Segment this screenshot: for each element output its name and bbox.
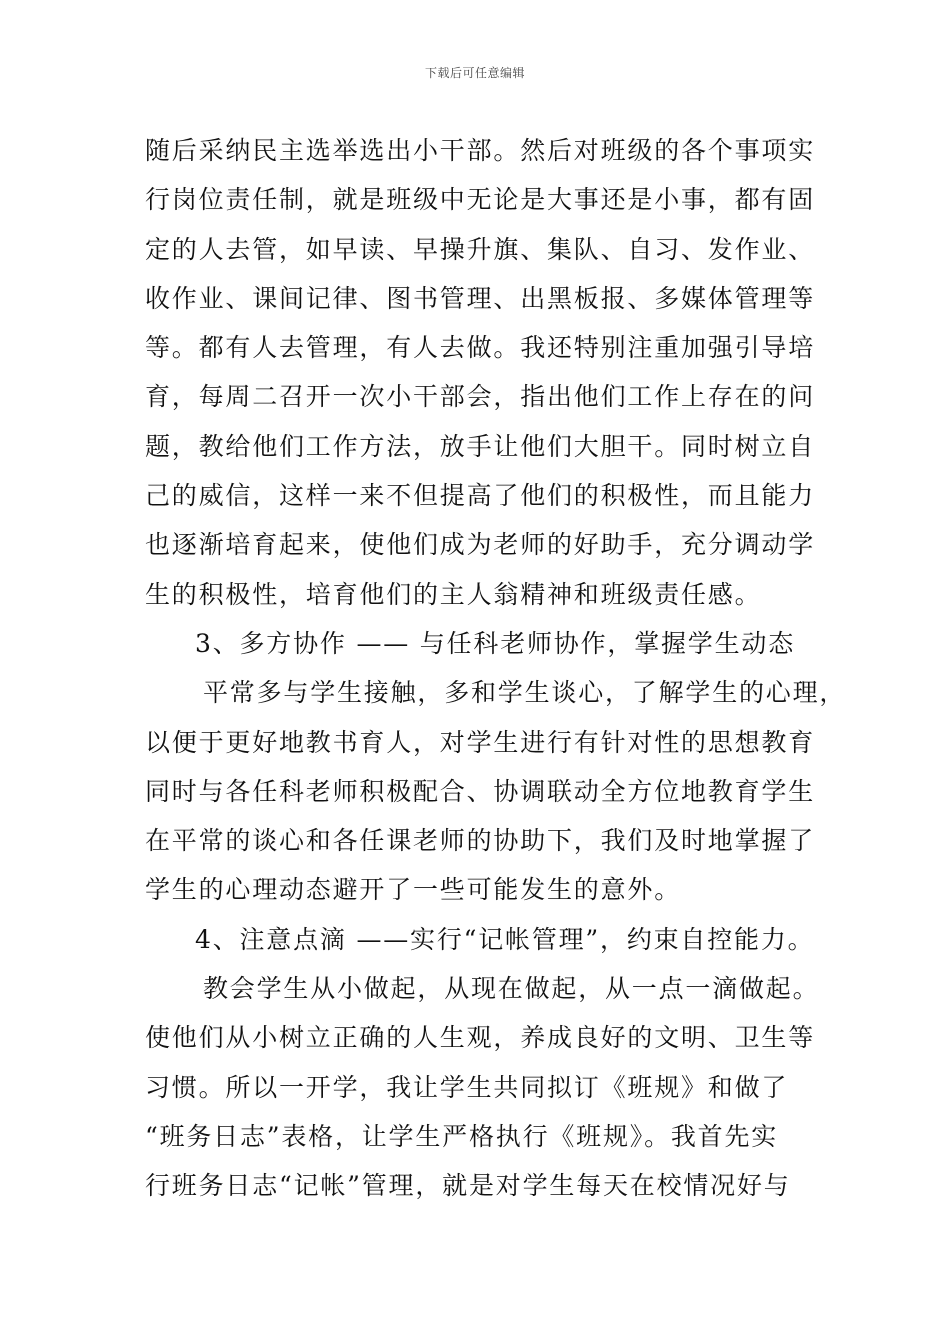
document-body	[145, 126, 847, 1211]
text-line: 等。都有人去管理，有人去做。我还特别注重加强引导培	[145, 333, 816, 363]
text-line: “班务日志”表格，让学生严格执行《班规》。我首先实	[145, 1121, 779, 1151]
text-line: 定的人去管，如早读、早操升旗、集队、自习、发作业、	[145, 234, 816, 264]
paragraph-first-line: 教会学生从小做起，从现在做起，从一点一滴做起。	[203, 974, 820, 1004]
section-heading-3: 3、多方协作 —— 与任科老师协作，掌握学生动态	[195, 628, 796, 658]
page-header-note: 下载后可任意编辑	[424, 66, 525, 80]
text-line: 随后采纳民主选举选出小干部。然后对班级的各个事项实	[145, 136, 816, 165]
section-heading-4: 4、注意点滴 ——实行“记帐管理”，约束自控能力。	[195, 924, 815, 954]
text-line: 收作业、课间记律、图书管理、出黑板报、多媒体管理等	[145, 283, 816, 313]
text-line: 同时与各任科老师积极配合、协调联动全方位地教育学生	[145, 776, 816, 806]
text-line: 己的威信，这样一来不但提高了他们的积极性，而且能力	[145, 481, 816, 511]
text-line: 也逐渐培育起来，使他们成为老师的好助手，充分调动学	[145, 530, 816, 560]
text-line: 使他们从小树立正确的人生观，养成良好的文明、卫生等	[145, 1023, 816, 1053]
text-line: 题，教给他们工作方法，放手让他们大胆干。同时树立自	[145, 431, 816, 461]
text-line: 育，每周二召开一次小干部会，指出他们工作上存在的问	[145, 382, 816, 412]
text-line: 行班务日志“记帐”管理，就是对学生每天在校情况好与	[145, 1171, 791, 1201]
text-line: 以便于更好地教书育人，对学生进行有针对性的思想教育	[145, 727, 816, 757]
text-line: 学生的心理动态避开了一些可能发生的意外。	[145, 875, 682, 905]
paragraph-first-line: 平常多与学生接触，多和学生谈心，了解学生的心理，	[203, 678, 847, 708]
text-line: 行岗位责任制，就是班级中无论是大事还是小事，都有固	[145, 185, 816, 215]
text-line: 习惯。所以一开学，我让学生共同拟订《班规》和做了	[145, 1072, 789, 1102]
text-line: 生的积极性，培育他们的主人翁精神和班级责任感。	[145, 579, 762, 609]
text-line: 在平常的谈心和各任课老师的协助下，我们及时地掌握了	[145, 826, 816, 856]
